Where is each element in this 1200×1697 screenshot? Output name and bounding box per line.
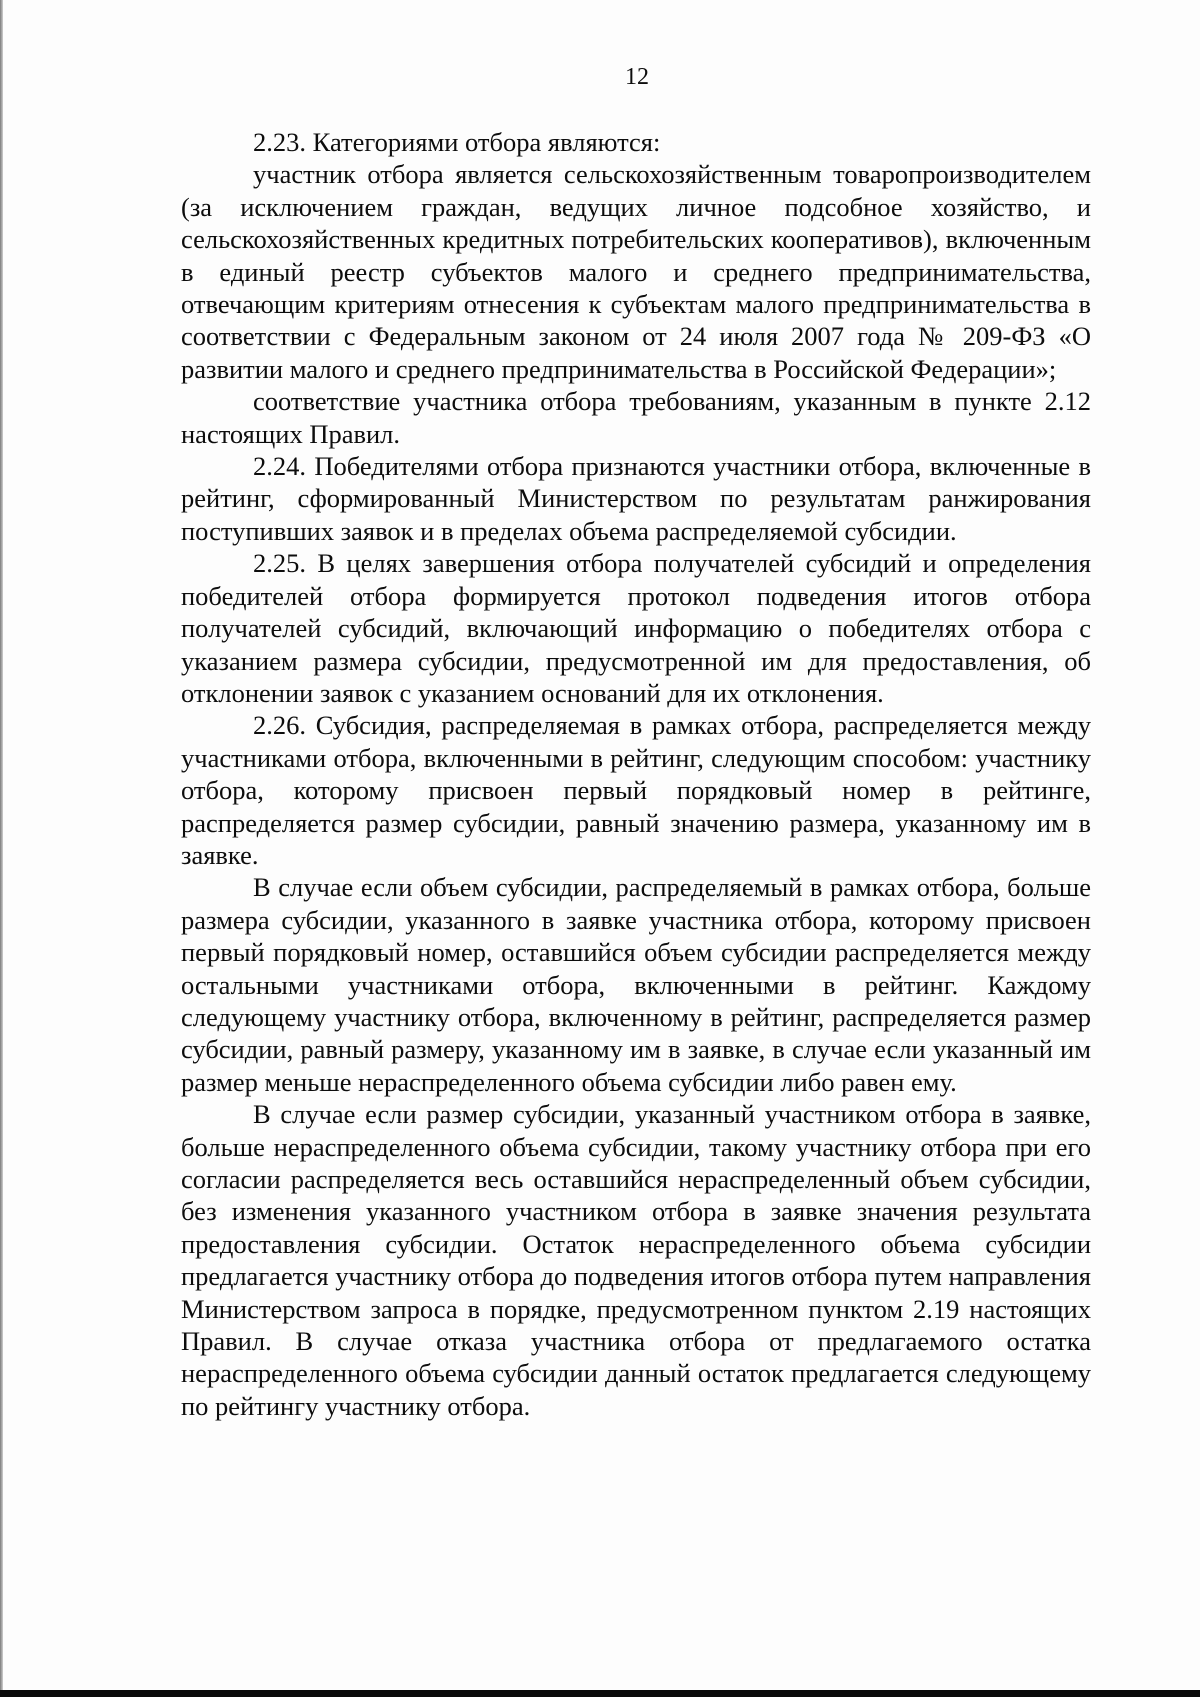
paragraph-category-producer: участник отбора является сельскохозяйственным товаропроизводителем (за исключением граждан, ведущих личное подсобное хозяйство, и сельскохозяйственных кредитных потребительских кооперативов), включенным в единый реестр субъектов малого и среднего предпринимательства, отвечающим критериям отнесения к субъектам малого предпринимательства в соответствии с Федеральным законом от 24 июля 2007 года № 209-ФЗ «О развитии малого и среднего предпринимательства в Российской Федерации»; [181,159,1091,384]
page-number: 12 [625,64,649,90]
paragraph-remaining-volume: В случае если объем субсидии, распределяемый в рамках отбора, больше размера субсидии, указанного в заявке участника отбора, которому присвоен первый порядковый номер, оставшийся объем субсидии распределяется между остальными участниками отбора, включенными в рейтинг. Каждому следующему участнику отбора, включенному в рейтинг, распределяется размер субсидии, равный размеру, указанному им в заявке, в случае если указанный им размер меньше нераспределенного объема субсидии либо равен ему. [181,872,1091,1097]
paragraph-2-24: 2.24. Победителями отбора признаются участники отбора, включенные в рейтинг, сформированный Министерством по результатам ранжирования поступивших заявок и в пределах объема распределяемой субсидии. [181,451,1091,546]
paragraph-2-26: 2.26. Субсидия, распределяемая в рамках отбора, распределяется между участниками отбора, включенными в рейтинг, следующим способом: участнику отбора, которому присвоен первый порядковый номер в рейтинге, распределяется размер субсидии, равный значению размера, указанному им в заявке. [181,710,1091,870]
scan-edge-left [0,0,3,1697]
paragraph-category-requirements: соответствие участника отбора требованиям, указанным в пункте 2.12 настоящих Правил. [181,386,1091,449]
paragraph-unallocated-remainder: В случае если размер субсидии, указанный участником отбора в заявке, больше нераспределенного объема субсидии, такому участнику отбора при его согласии распределяется весь оставшийся нераспределенный объем субсидии, без изменения указанного участником отбора в заявке значения результата предоставления субсидии. Остаток нераспределенного объема субсидии предлагается участнику отбора до подведения итогов отбора путем направления Министерством запроса в порядке, предусмотренном пунктом 2.19 настоящих Правил. В случае отказа участника отбора от предлагаемого остатка нераспределенного объема субсидии данный остаток предлагается следующему по рейтингу участнику отбора. [181,1099,1091,1421]
paragraph-2-23: 2.23. Категориями отбора являются: [253,127,661,157]
paragraph-2-25: 2.25. В целях завершения отбора получателей субсидий и определения победителей отбора формируется протокол подведения итогов отбора получателей субсидий, включающий информацию о победителях отбора с указанием размера субсидии, предусмотренной им для предоставления, об отклонении заявок с указанием оснований для их отклонения. [181,548,1091,708]
scan-edge-bottom [0,1690,1200,1697]
document-body [181,126,1091,1422]
